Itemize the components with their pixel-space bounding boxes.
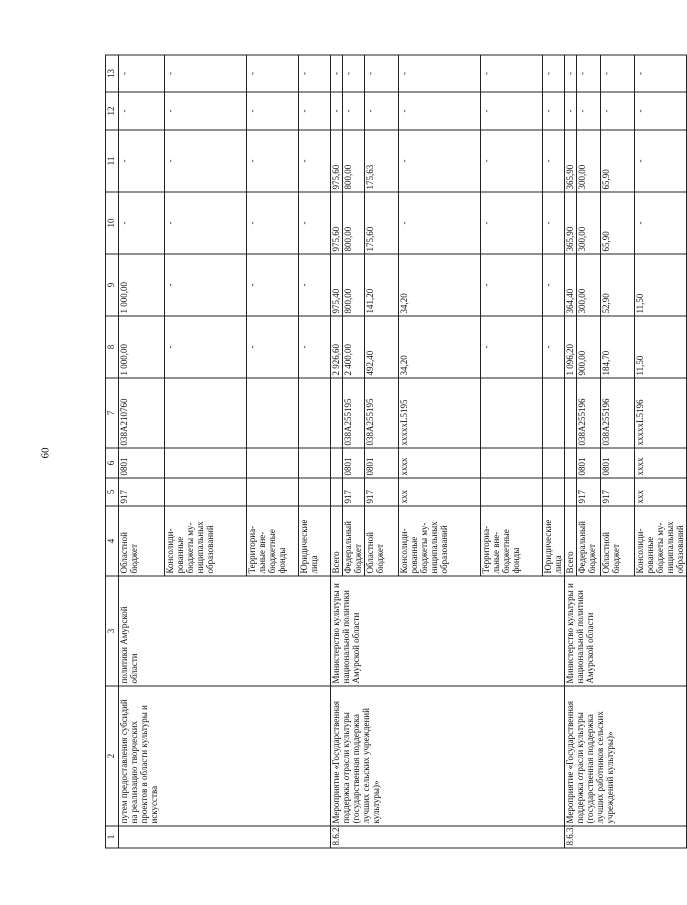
col-header-4: 4 [106, 506, 119, 576]
col-header-3: 3 [106, 576, 119, 686]
cell-src: Территориа-льные вне-бюджетные фонды [481, 506, 543, 576]
cell-c11: 175,63 [365, 130, 399, 192]
cell-c9: 800,00 [343, 254, 365, 316]
cell-c7 [299, 378, 331, 448]
cell-c11: - [399, 130, 481, 192]
cell-c6 [543, 448, 565, 478]
cell-c8: 34,20 [399, 316, 481, 378]
cell-c9: 11,50 [635, 254, 687, 316]
cell-c5: xxx [399, 478, 481, 506]
cell-c9: - [543, 254, 565, 316]
cell-c6: 0801 [365, 448, 399, 478]
cell-c13: - [565, 55, 577, 92]
cell-src: Федеральный бюджет [343, 506, 365, 576]
column-number-header-row [106, 55, 119, 848]
col-header-12: 12 [106, 92, 119, 130]
cell-c11: 800,00 [343, 130, 365, 192]
cell-c7: 038A255196 [577, 378, 601, 448]
cell-c12: - [119, 92, 165, 130]
budget-table [105, 55, 687, 849]
table-body [119, 55, 687, 848]
cell-c10: - [119, 192, 165, 254]
cell-c6 [165, 448, 247, 478]
cell-c5 [543, 478, 565, 506]
col-header-10: 10 [106, 192, 119, 254]
cell-c8: - [481, 316, 543, 378]
cell-c10: - [481, 192, 543, 254]
cell-src: Всего [565, 506, 577, 576]
cell-exec: Министерство культуры и национальной политики Амурской области [331, 576, 565, 686]
cell-name: Мероприятие «Государственная поддержка отрасли культуры (государственная поддержка лучших сельских учреждений культуры)» [331, 686, 565, 826]
cell-c9: 364,40 [565, 254, 577, 316]
cell-c12: - [299, 92, 331, 130]
cell-c12: - [365, 92, 399, 130]
cell-c6 [247, 448, 299, 478]
cell-c5 [481, 478, 543, 506]
cell-c8: 492,40 [365, 316, 399, 378]
table-row [331, 55, 343, 848]
cell-c13: - [165, 55, 247, 92]
col-header-5: 5 [106, 478, 119, 506]
col-header-9: 9 [106, 254, 119, 316]
cell-c6: xxxx [399, 448, 481, 478]
cell-c8: - [165, 316, 247, 378]
cell-c11: - [635, 130, 687, 192]
cell-c5 [247, 478, 299, 506]
cell-c7 [565, 378, 577, 448]
cell-c10: - [299, 192, 331, 254]
cell-src: Областной бюджет [365, 506, 399, 576]
cell-src: Областной бюджет [601, 506, 635, 576]
cell-c7: 038A210760 [119, 378, 165, 448]
cell-c13: - [601, 55, 635, 92]
cell-src: Консолиди-рованные бюджеты му-ниципальных образований [165, 506, 247, 576]
col-header-11: 11 [106, 130, 119, 192]
col-header-6: 6 [106, 448, 119, 478]
cell-c13: - [247, 55, 299, 92]
cell-c13: - [399, 55, 481, 92]
cell-c8: - [247, 316, 299, 378]
cell-c5: xxx [635, 478, 687, 506]
cell-c6: 0801 [601, 448, 635, 478]
cell-name: путем предоставления субсидий на реализацию творческих проектов в области культуры и искусства [119, 686, 331, 826]
budget-table-sheet [105, 56, 685, 849]
cell-c13: - [635, 55, 687, 92]
cell-c10: 365,90 [565, 192, 577, 254]
cell-c5 [331, 478, 343, 506]
cell-c10: - [165, 192, 247, 254]
cell-c12: - [331, 92, 343, 130]
cell-c11: - [299, 130, 331, 192]
cell-src: Юридические лица [299, 506, 331, 576]
cell-c11: - [119, 130, 165, 192]
cell-c8: 2 926,60 [331, 316, 343, 378]
cell-c11: - [481, 130, 543, 192]
cell-num: 8.6.3. [565, 826, 687, 848]
cell-c8: 2 400,00 [343, 316, 365, 378]
cell-c10: 975,60 [331, 192, 343, 254]
cell-name: Мероприятие «Государственная поддержка отрасли культуры (государственная поддержка лучших работников сельских учреждений культуры)» [565, 686, 687, 826]
cell-c5: 917 [119, 478, 165, 506]
cell-c5: 917 [577, 478, 601, 506]
cell-c9: 52,90 [601, 254, 635, 316]
cell-c10: 300,00 [577, 192, 601, 254]
cell-c13: - [577, 55, 601, 92]
cell-c6 [481, 448, 543, 478]
page-number [38, 0, 52, 905]
cell-c8: - [543, 316, 565, 378]
cell-src: Территориа-льные вне-бюджетные фонды [247, 506, 299, 576]
cell-num [119, 826, 331, 848]
cell-c12: - [565, 92, 577, 130]
cell-c5 [565, 478, 577, 506]
cell-c12: - [343, 92, 365, 130]
cell-c7 [247, 378, 299, 448]
table-row [565, 55, 577, 848]
cell-c7 [165, 378, 247, 448]
cell-c13: - [119, 55, 165, 92]
cell-c6: xxxx [635, 448, 687, 478]
cell-c12: - [481, 92, 543, 130]
table-row [119, 55, 165, 848]
cell-c8: 184,70 [601, 316, 635, 378]
cell-src: Всего [331, 506, 343, 576]
cell-c10: - [635, 192, 687, 254]
cell-c10: - [247, 192, 299, 254]
cell-c6 [565, 448, 577, 478]
cell-c8: 900,00 [577, 316, 601, 378]
cell-c6: 0801 [119, 448, 165, 478]
cell-c11: 975,60 [331, 130, 343, 192]
cell-c11: 300,00 [577, 130, 601, 192]
cell-c8: 1 096,20 [565, 316, 577, 378]
cell-c10: - [399, 192, 481, 254]
cell-c9: - [481, 254, 543, 316]
cell-c9: 1 000,00 [119, 254, 165, 316]
cell-c6 [331, 448, 343, 478]
cell-c8: 1 000,00 [119, 316, 165, 378]
cell-c11: 365,90 [565, 130, 577, 192]
cell-c12: - [577, 92, 601, 130]
cell-c13: - [481, 55, 543, 92]
col-header-2: 2 [106, 686, 119, 826]
cell-c12: - [635, 92, 687, 130]
cell-c5 [299, 478, 331, 506]
cell-c7: 038A255196 [601, 378, 635, 448]
cell-c9: 34,20 [399, 254, 481, 316]
cell-src: Юридические лица [543, 506, 565, 576]
cell-c8: 11,50 [635, 316, 687, 378]
cell-c11: 65,90 [601, 130, 635, 192]
cell-c7: xxxxxL5195 [399, 378, 481, 448]
col-header-1: 1 [106, 826, 119, 848]
col-header-8: 8 [106, 316, 119, 378]
cell-c7: 038A255195 [343, 378, 365, 448]
cell-c11: - [247, 130, 299, 192]
cell-c9: - [299, 254, 331, 316]
cell-c13: - [543, 55, 565, 92]
cell-exec: Министерство культуры и национальной политики Амурской области [565, 576, 687, 686]
cell-c7: xxxxxL5196 [635, 378, 687, 448]
cell-src: Консолиди-рованные бюджеты му-ниципальных образований [399, 506, 481, 576]
cell-c5 [165, 478, 247, 506]
cell-c13: - [299, 55, 331, 92]
cell-c12: - [543, 92, 565, 130]
cell-c7 [331, 378, 343, 448]
page-number-text: 60 [39, 447, 51, 458]
cell-c13: - [365, 55, 399, 92]
col-header-7: 7 [106, 378, 119, 448]
cell-c5: 917 [365, 478, 399, 506]
cell-c12: - [247, 92, 299, 130]
cell-c10: 800,00 [343, 192, 365, 254]
cell-c12: - [399, 92, 481, 130]
cell-c10: 65,90 [601, 192, 635, 254]
cell-src: Консолиди-рованные бюджеты му-ниципальных образований [635, 506, 687, 576]
cell-c12: - [601, 92, 635, 130]
cell-c5: 917 [343, 478, 365, 506]
col-header-13: 13 [106, 55, 119, 92]
cell-c9: 141,20 [365, 254, 399, 316]
cell-num: 8.6.2. [331, 826, 565, 848]
cell-c11: - [165, 130, 247, 192]
cell-c13: - [331, 55, 343, 92]
cell-c9: - [247, 254, 299, 316]
cell-c5: 917 [601, 478, 635, 506]
cell-c11: - [543, 130, 565, 192]
cell-c6: 0801 [343, 448, 365, 478]
cell-c9: 975,40 [331, 254, 343, 316]
cell-c6: 0801 [577, 448, 601, 478]
cell-c8: - [299, 316, 331, 378]
cell-c7 [481, 378, 543, 448]
cell-c10: - [543, 192, 565, 254]
cell-src: Областной бюджет [119, 506, 165, 576]
cell-c13: - [343, 55, 365, 92]
cell-c7 [543, 378, 565, 448]
cell-c10: 175,60 [365, 192, 399, 254]
cell-c12: - [165, 92, 247, 130]
cell-src: Федеральный бюджет [577, 506, 601, 576]
cell-c9: 300,00 [577, 254, 601, 316]
cell-c6 [299, 448, 331, 478]
cell-c7: 038A255195 [365, 378, 399, 448]
cell-exec: политики Амурской области [119, 576, 331, 686]
cell-c9: - [165, 254, 247, 316]
